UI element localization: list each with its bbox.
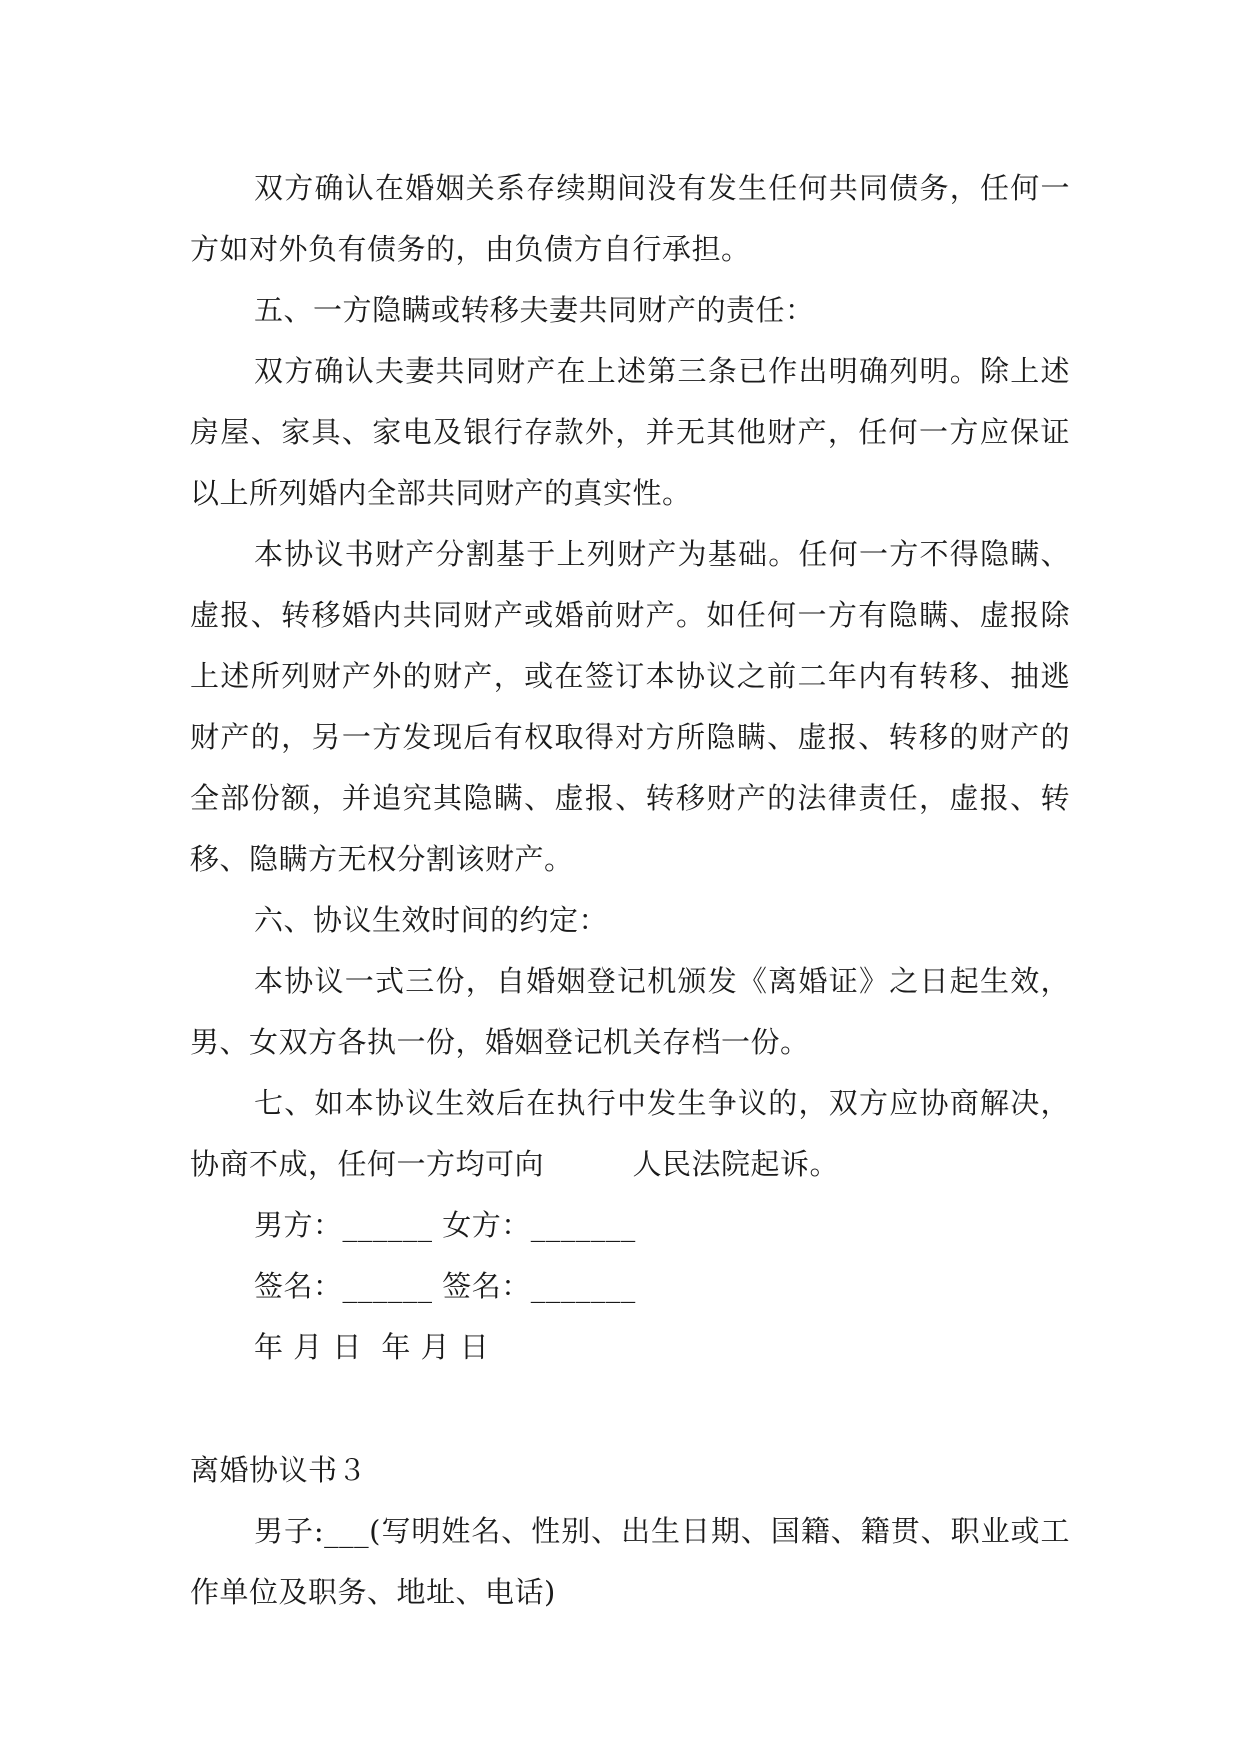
- document-body: [190, 158, 1070, 1623]
- signature-line-parties: 男方：______ 女方：_______: [254, 1208, 636, 1242]
- paragraph-copies-effective: 本协议一式三份，自婚姻登记机颁发《离婚证》之日起生效，男、女双方各执一份，婚姻登记机关存档一份。: [190, 964, 1070, 1059]
- heading-clause-five: 五、一方隐瞒或转移夫妻共同财产的责任：: [254, 293, 815, 327]
- paragraph-joint-property-listed: 双方确认夫妻共同财产在上述第三条已作出明确列明。除上述房屋、家具、家电及银行存款外，并无其他财产，任何一方应保证以上所列婚内全部共同财产的真实性。: [190, 354, 1070, 510]
- paragraph-man-details: 男子:___(写明姓名、性别、出生日期、国籍、籍贯、职业或工作单位及职务、地址、电话): [190, 1514, 1070, 1609]
- section-spacer: [190, 1378, 1070, 1440]
- paragraph-clause-seven-dispute: 七、如本协议生效后在执行中发生争议的，双方应协商解决，协商不成，任何一方均可向 人民法院起诉。: [190, 1086, 1070, 1181]
- paragraph-joint-debt: 双方确认在婚姻关系存续期间没有发生任何共同债务，任何一方如对外负有债务的，由负债方自行承担。: [190, 171, 1070, 266]
- signature-line-dates: 年 月 日 年 月 日: [254, 1330, 490, 1364]
- signature-line-signatures: 签名：______ 签名：_______: [254, 1269, 636, 1303]
- paragraph-property-division: 本协议书财产分割基于上列财产为基础。任何一方不得隐瞒、虚报、转移婚内共同财产或婚前财产。如任何一方有隐瞒、虚报除上述所列财产外的财产，或在签订本协议之前二年内有转移、抽逃财产的，另一方发现后有权取得对方所隐瞒、虚报、转移的财产的全部份额，并追究其隐瞒、虚报、转移财产的法律责任，虚报、转移、隐瞒方无权分割该财产。: [190, 537, 1070, 876]
- section-title: 离婚协议书３: [190, 1453, 368, 1487]
- heading-clause-six: 六、协议生效时间的约定：: [254, 903, 609, 937]
